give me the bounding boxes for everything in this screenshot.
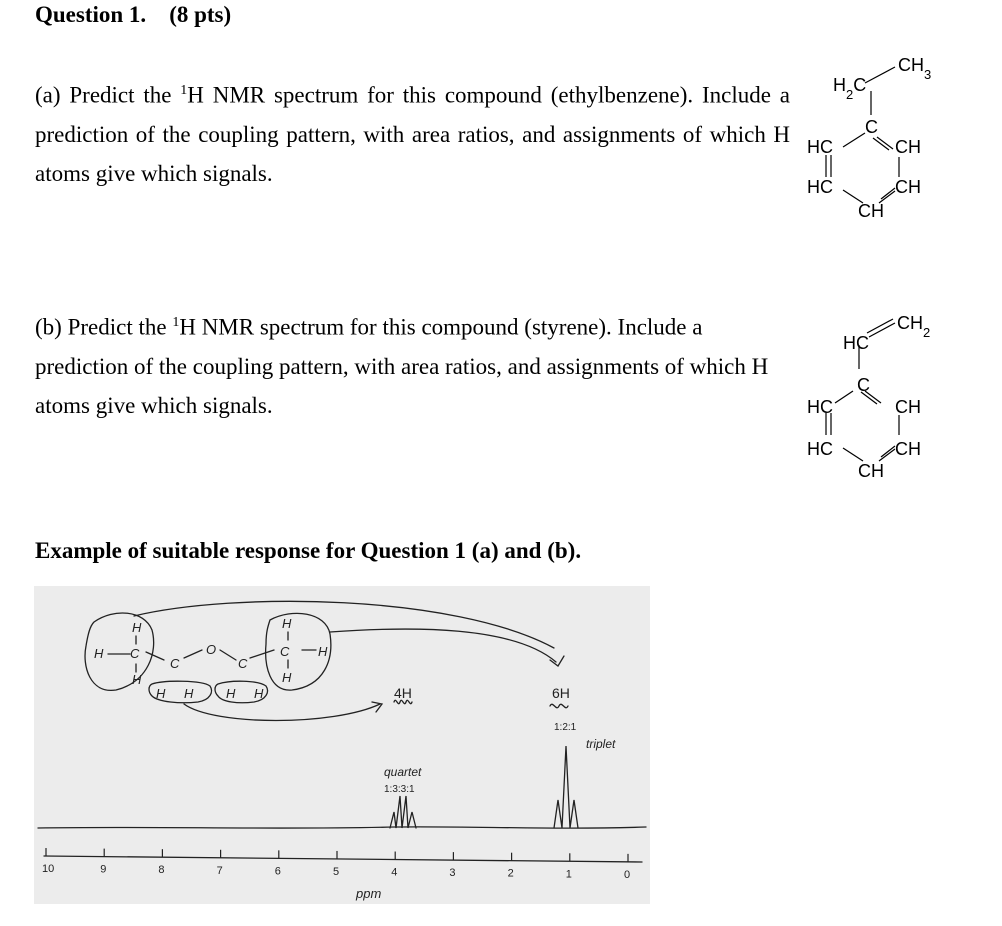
quartet-label: quartet — [384, 765, 422, 779]
mol-atom: H — [282, 670, 292, 685]
mol-atom: C — [170, 656, 180, 671]
axis-tick-label: 2 — [507, 867, 514, 880]
ppm-label: ppm — [356, 886, 382, 901]
styrene-structure — [795, 303, 970, 483]
part-a-text-start: Predict the — [69, 82, 181, 108]
axis-tick-label: 5 — [333, 865, 340, 878]
part-b-superscript: 1 — [172, 315, 180, 330]
styrene-ch-2: CH — [895, 439, 921, 459]
triplet-label: triplet — [586, 737, 616, 751]
mol-atom: H — [184, 686, 194, 701]
mol-atom: H — [226, 686, 236, 701]
ethyl-ch-para: CH — [858, 201, 884, 221]
label-4h: 4H — [394, 685, 412, 701]
mol-atom: H — [282, 616, 292, 631]
example-sketch — [34, 586, 650, 904]
example-heading: Example of suitable response for Question 1 (a) and (b). — [35, 538, 582, 563]
mol-atom: H — [132, 672, 142, 687]
quartet-ratio: 1:3:3:1 — [384, 784, 415, 795]
mol-atom: C — [238, 656, 248, 671]
part-b-label: (b) — [35, 314, 62, 340]
styrene-ch2: $CH_2$ — [897, 313, 931, 340]
axis-tick-label: 7 — [216, 864, 223, 877]
axis-tick-label: 9 — [100, 863, 107, 876]
question-number: Question 1. — [35, 2, 147, 27]
part-a-superscript: 1 — [180, 83, 188, 98]
ethyl-hc-1: HC — [807, 137, 833, 157]
styrene-hc-vinyl: HC — [843, 333, 869, 353]
part-b-text-rest: H NMR spectrum for this compound (styrene). Include a prediction of the coupling pattern, with area ratios, and assignments of which H atoms give which signals. — [35, 314, 769, 418]
styrene-c-ipso: C — [857, 375, 870, 395]
mol-atom: C — [280, 644, 290, 659]
mol-atom: H — [94, 646, 104, 661]
axis-tick-label: 8 — [158, 864, 165, 877]
part-a-text — [35, 71, 790, 193]
axis-tick-label: 6 — [274, 865, 281, 878]
mol-atom: H — [318, 644, 328, 659]
styrene-ch-1: CH — [895, 397, 921, 417]
styrene-ch-para: CH — [858, 461, 884, 481]
axis-tick-label: 1 — [565, 868, 572, 881]
axis-tick-label: 0 — [624, 868, 631, 881]
ethyl-ch-2: CH — [895, 177, 921, 197]
ethyl-h2c: $H_2C$ — [833, 75, 867, 102]
mol-atom: H — [254, 686, 264, 701]
ethyl-hc-2: HC — [807, 177, 833, 197]
mol-atom: O — [206, 642, 217, 657]
mol-atom: C — [130, 646, 140, 661]
mol-atom: H — [156, 686, 166, 701]
triplet-ratio: 1:2:1 — [554, 722, 577, 733]
axis-tick-label: 4 — [391, 866, 398, 879]
question-points: (8 pts) — [169, 2, 232, 27]
ethyl-ch3: $CH_3$ — [898, 55, 932, 82]
styrene-hc-1: HC — [807, 397, 833, 417]
styrene-hc-2: HC — [807, 439, 833, 459]
axis-tick-label: 10 — [42, 863, 55, 876]
ethylbenzene-structure — [795, 45, 970, 225]
ethyl-c-ipso: C — [865, 117, 878, 137]
mol-atom: H — [132, 620, 142, 635]
ethyl-ch-1: CH — [895, 137, 921, 157]
question-heading — [35, 2, 231, 28]
part-b-text — [35, 303, 790, 425]
part-a-text-rest: H NMR spectrum for this compound (ethylbenzene). Include a prediction of the coupling pattern, with area ratios, and assignments of which H atoms give which signals. — [35, 82, 790, 186]
part-b-text-start: Predict the — [67, 314, 173, 340]
label-6h: 6H — [552, 685, 570, 701]
part-a-label: (a) — [35, 82, 61, 108]
axis-tick-label: 3 — [449, 867, 456, 880]
